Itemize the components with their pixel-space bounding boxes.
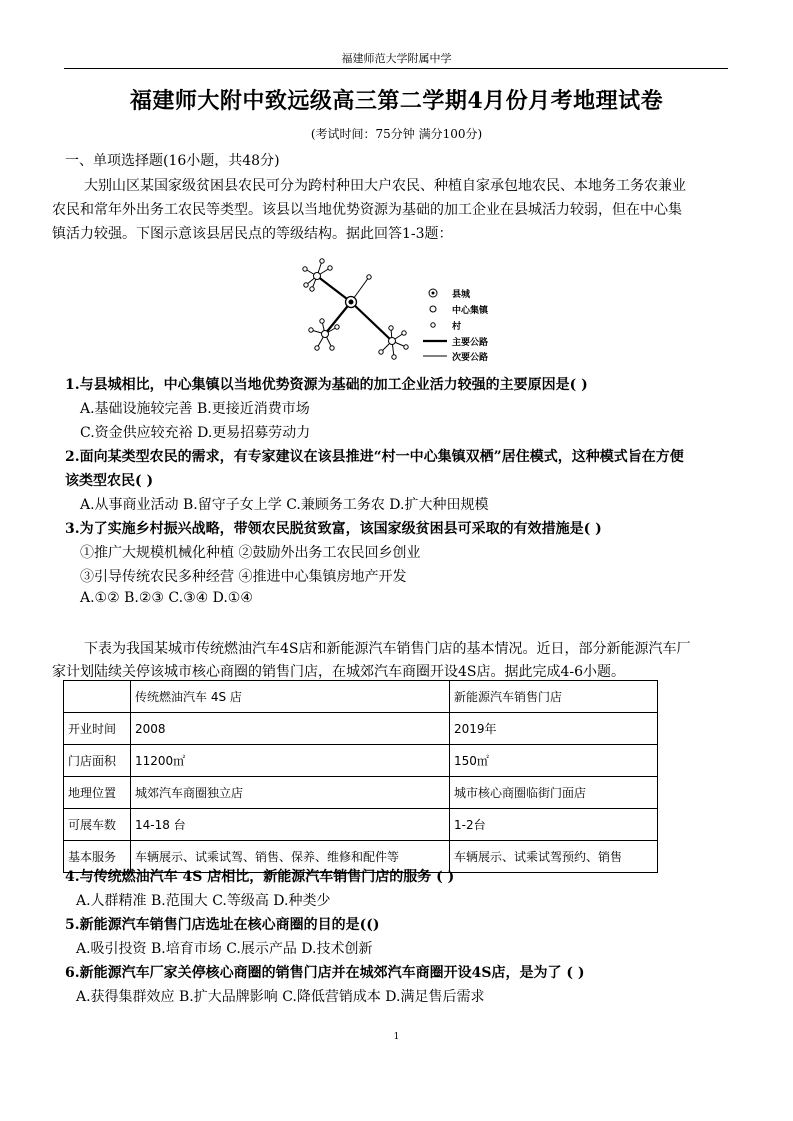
question-1-options: C.资金供应较充裕 D.更易招募劳动力	[80, 425, 311, 441]
passage1-line: 农民和常年外出务工农民等类型。该县以当地优势资源为基础的加工企业在县城活力较弱，但在中心集	[52, 202, 682, 218]
table-row	[64, 809, 658, 841]
table-cell: 150㎡	[450, 745, 658, 777]
question-3-statements: ③引导传统农民多种经营 ④推进中心集镇房地产开发	[80, 569, 407, 585]
table-cell: 车辆展示、试乘试驾、销售、保养、维修和配件等	[131, 841, 450, 873]
passage1-line: 镇活力较强。下图示意该县居民点的等级结构。据此回答1-3题：	[52, 226, 453, 242]
passage2-line: 家计划陆续关停该城市核心商圈的销售门店，在城郊汽车商圈开设4S店。据此完成4-6小题。	[52, 664, 626, 680]
table-cell: 11200㎡	[131, 745, 450, 777]
legend-main-road: 主要公路	[452, 338, 489, 348]
table-row	[64, 713, 658, 745]
table-header-cell: 传统燃油汽车 4S 店	[131, 681, 450, 713]
question-2-stem: 2.面向某类型农民的需求，有专家建议在该县推进“村一中心集镇双栖”居住模式，这种模式旨在方便	[65, 449, 684, 465]
question-5-stem: 5.新能源汽车销售门店选址在核心商圈的目的是(()	[65, 917, 380, 933]
question-6-stem: 6.新能源汽车厂家关停核心商圈的销售门店并在城郊汽车商圈开设4S店，是为了 ( )	[65, 965, 585, 981]
table-cell: 2008	[131, 713, 450, 745]
table-row	[64, 777, 658, 809]
table-row	[64, 745, 658, 777]
table-cell: 门店面积	[64, 745, 131, 777]
main-road	[317, 276, 351, 302]
section-heading: 一、单项选择题(16小题，共48分)	[65, 153, 280, 169]
table-header-cell: 新能源汽车销售门店	[450, 681, 658, 713]
table-cell: 地理位置	[64, 777, 131, 809]
table-cell: 2019年	[450, 713, 658, 745]
table-header-row	[64, 681, 658, 713]
table-cell: 城郊汽车商圈独立店	[131, 777, 450, 809]
school-header: 福建师范大学附属中学	[341, 52, 452, 65]
question-2-stem: 该类型农民( )	[65, 473, 154, 489]
question-1-options: A.基础设施较完善 B.更接近消费市场	[80, 401, 310, 417]
main-road	[351, 302, 392, 341]
question-5-options: A.吸引投资 B.培育市场 C.展示产品 D.技术创新	[76, 941, 373, 957]
figure-legend	[423, 288, 489, 363]
question-3-options: A.①② B.②③ C.③④ D.①④	[80, 590, 253, 606]
table-cell: 可展车数	[64, 809, 131, 841]
table-cell: 1-2台	[450, 809, 658, 841]
store-comparison-table	[63, 680, 658, 873]
table-cell	[64, 681, 131, 713]
legend-secondary-road: 次要公路	[452, 353, 489, 363]
table-cell: 开业时间	[64, 713, 131, 745]
header-divider	[64, 68, 728, 69]
legend-village: 村	[452, 322, 462, 332]
table-cell: 基本服务	[64, 841, 131, 873]
table-cell: 14-18 台	[131, 809, 450, 841]
table-cell: 车辆展示、试乘试驾预约、销售	[450, 841, 658, 873]
question-3-stem: 3.为了实施乡村振兴战略，带领农民脱贫致富，该国家级贫困县可采取的有效措施是( )	[65, 521, 602, 537]
question-6-options: A.获得集群效应 B.扩大品牌影响 C.降低营销成本 D.满足售后需求	[76, 989, 485, 1005]
passage2-line: 下表为我国某城市传统燃油汽车4S店和新能源汽车销售门店的基本情况。近日，部分新能源汽车厂	[84, 641, 691, 657]
table-cell: 城市核心商圈临街门面店	[450, 777, 658, 809]
question-2-options: A.从事商业活动 B.留守子女上学 C.兼顾务工务农 D.扩大种田规模	[80, 497, 489, 513]
question-4-options: A.人群精准 B.范围大 C.等级高 D.种类少	[76, 893, 331, 909]
exam-subtitle: (考试时间：75分钟 满分100分)	[310, 127, 483, 141]
legend-county-town: 县城	[452, 290, 471, 300]
settlement-structure-figure	[295, 255, 525, 370]
legend-central-town: 中心集镇	[452, 306, 489, 316]
passage1-line: 大别山区某国家级贫困县农民可分为跨村种田大户农民、种植自家承包地农民、本地务工务农兼业	[84, 178, 686, 194]
page-number: 1	[393, 1032, 400, 1042]
question-1-stem: 1.与县城相比，中心集镇以当地优势资源为基础的加工企业活力较强的主要原因是( )	[65, 377, 588, 393]
question-3-statements: ①推广大规模机械化种植 ②鼓励外出务工农民回乡创业	[80, 545, 421, 561]
exam-title: 福建师大附中致远级高三第二学期4月份月考地理试卷	[129, 88, 664, 114]
question-4-stem: 4.与传统燃油汽车 4S 店相比，新能源汽车销售门店的服务 ( )	[65, 869, 455, 885]
